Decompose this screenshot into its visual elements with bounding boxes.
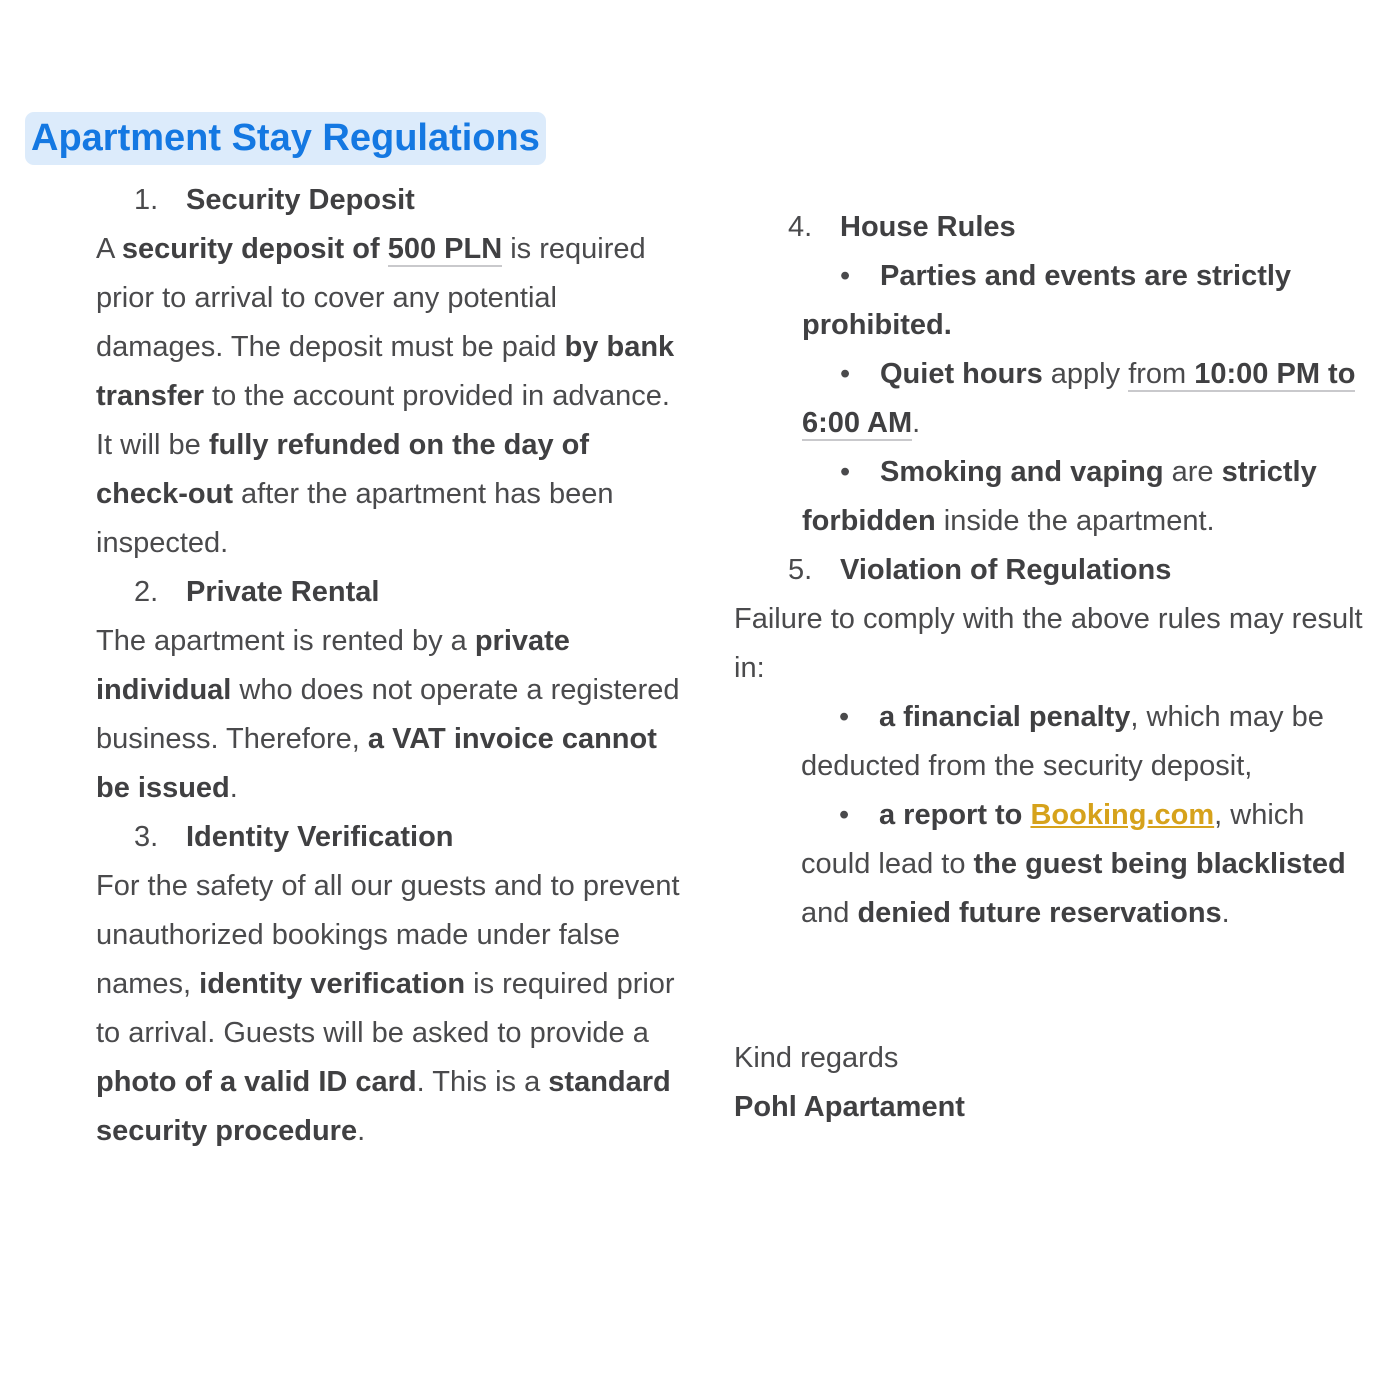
section-2-body: The apartment is rented by a private individual who does not operate a registered business. Therefore, a VAT invoice cannot be issued. <box>96 625 680 804</box>
section-4-heading <box>734 203 1374 252</box>
section-2-number: 2. <box>134 576 159 608</box>
section-5-number: 5. <box>788 554 813 586</box>
section-3-number: 3. <box>134 821 159 853</box>
closing-greeting: Kind regards <box>734 1042 899 1074</box>
bullet-icon: • <box>839 701 850 733</box>
section-5-title: Violation of Regulations <box>840 554 1172 586</box>
booking-link[interactable]: Booking.com <box>1030 799 1215 831</box>
bullet-icon: • <box>840 260 851 292</box>
deposit-amount: 500 PLN <box>387 233 503 265</box>
closing-signature: Pohl Apartament <box>734 1091 965 1123</box>
section-3-title: Identity Verification <box>186 821 454 853</box>
section-2-heading <box>96 568 686 617</box>
house-rule-quiet-hours: • Quiet hours apply from 10:00 PM to 6:00 AM. <box>734 350 1374 448</box>
section-2-title: Private Rental <box>186 576 380 608</box>
section-1-number: 1. <box>134 184 159 216</box>
house-rule-smoking: • Smoking and vaping are strictly forbidden inside the apartment. <box>734 448 1374 546</box>
section-3-body: For the safety of all our guests and to prevent unauthorized bookings made under false names, identity verification is required prior to arrival. Guests will be asked to provide a photo of a valid ID card. This is a standard security procedure. <box>96 870 680 1147</box>
quiet-hours-range: 10:00 PM to 6:00 AM <box>802 358 1356 439</box>
section-4-number: 4. <box>788 211 813 243</box>
right-column <box>734 203 1374 1132</box>
section-1-title: Security Deposit <box>186 184 415 216</box>
bullet-icon: • <box>840 358 851 390</box>
section-5-intro: Failure to comply with the above rules may result in: <box>734 603 1363 684</box>
section-1-body: A security deposit of 500 PLN is required prior to arrival to cover any potential damages. The deposit must be paid by bank transfer to the account provided in advance. It will be fully refunded on the day of check-out after the apartment has been inspected. <box>96 233 675 559</box>
consequence-report: • a report to Booking.com, which could lead to the guest being blacklisted and denied future reservations. <box>734 791 1374 938</box>
consequence-penalty: • a financial penalty, which may be deducted from the security deposit, <box>734 693 1374 791</box>
bullet-icon: • <box>839 799 850 831</box>
left-column <box>96 176 686 1156</box>
house-rule-parties: • Parties and events are strictly prohibited. <box>734 252 1374 350</box>
section-1-heading <box>96 176 686 225</box>
closing-block <box>734 1034 1374 1132</box>
section-5-heading <box>734 546 1374 595</box>
bullet-icon: • <box>840 456 851 488</box>
section-3-heading <box>96 813 686 862</box>
page-title: Apartment Stay Regulations <box>25 112 546 165</box>
section-4-title: House Rules <box>840 211 1016 243</box>
